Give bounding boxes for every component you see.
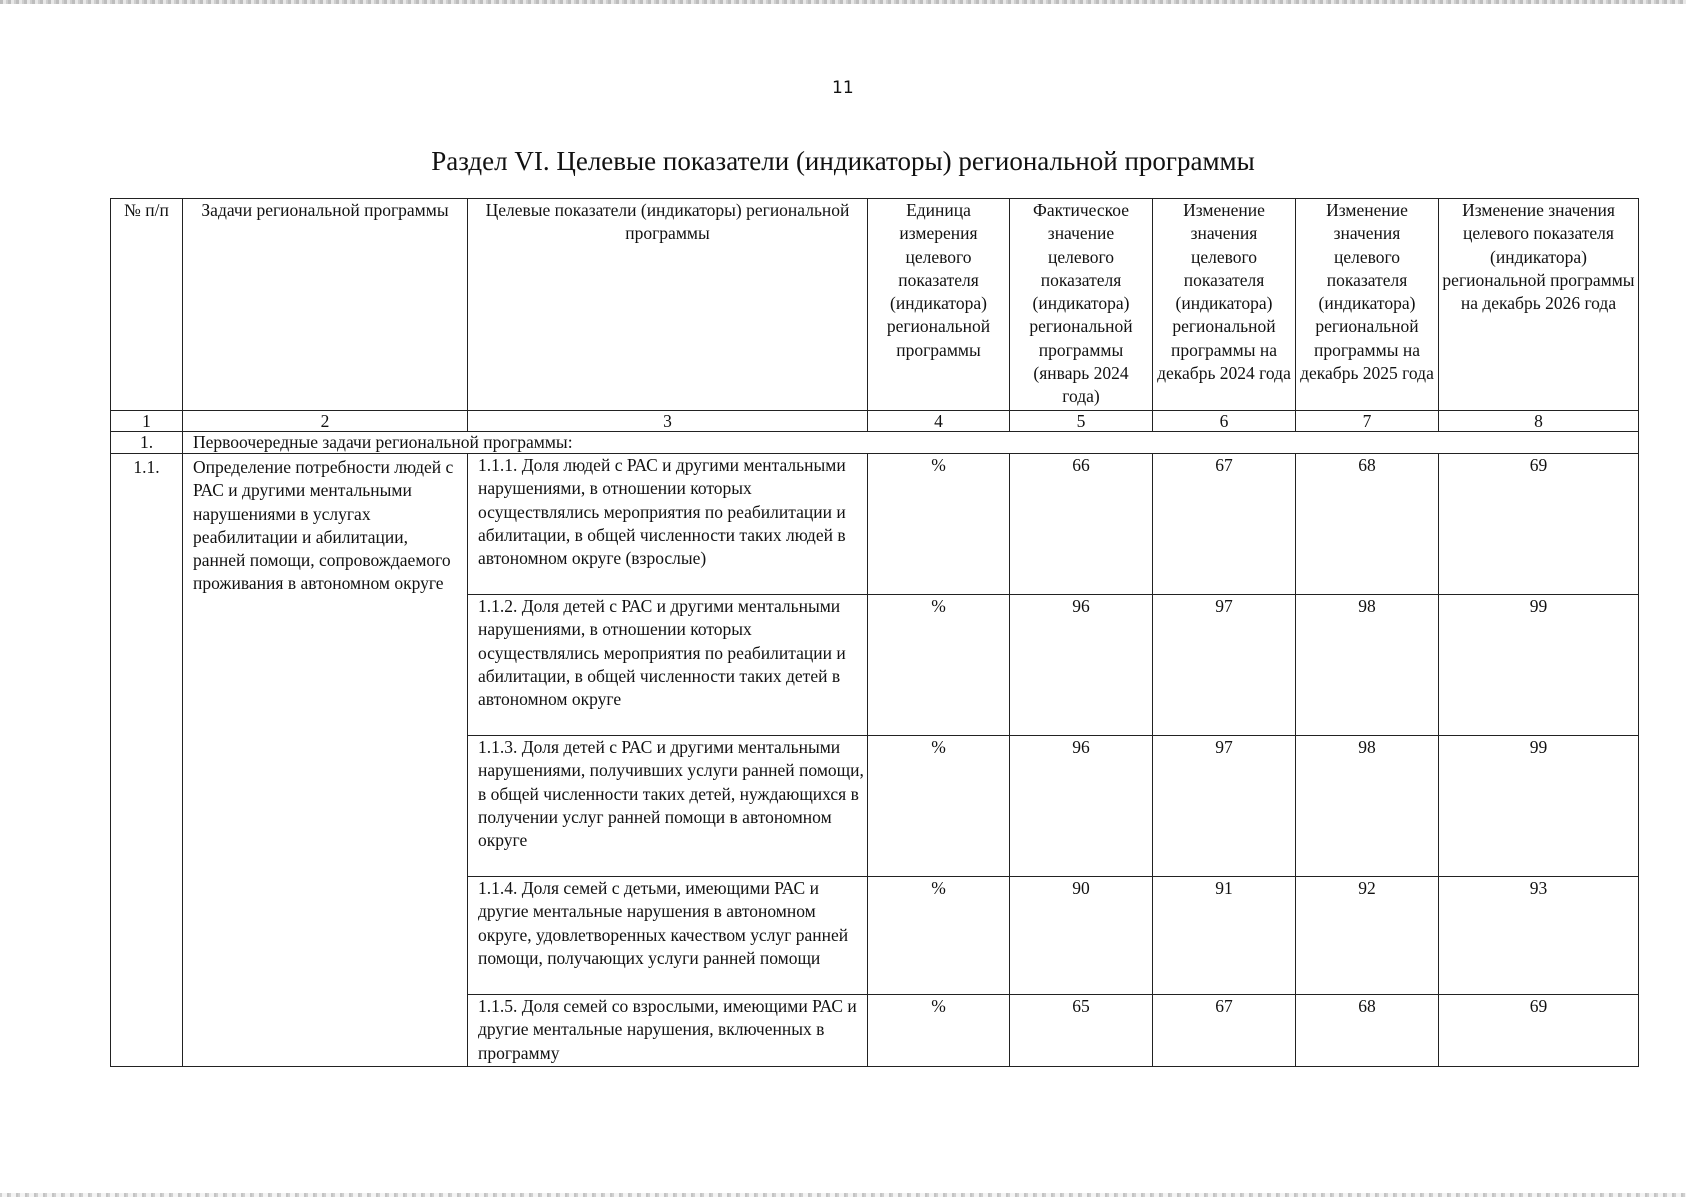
header-dec-2026: Изменение значения целевого показателя (индикатора) региональной программы на декабрь 2026 года [1439, 199, 1639, 411]
task-description: Определение потребности людей с РАС и другими ментальными нарушениями в услугах реабилитации и абилитации, ранней помощи, сопровождаемого проживания в автономном округе [183, 454, 468, 1067]
value-jan-2024: 65 [1010, 995, 1153, 1067]
header-dec-2024: Изменение значения целевого показателя (индикатора) региональной программы на декабрь 2024 года [1153, 199, 1296, 411]
column-number: 4 [868, 411, 1010, 432]
task-number: 1.1. [111, 454, 183, 1067]
value-dec-2026: 99 [1439, 595, 1639, 736]
value-dec-2026: 69 [1439, 995, 1639, 1067]
column-number-row [111, 411, 1639, 432]
table-row [111, 454, 1639, 595]
unit-value: % [868, 595, 1010, 736]
value-jan-2024: 96 [1010, 736, 1153, 877]
indicator-text: 1.1.4. Доля семей с детьми, имеющими РАС и другие ментальные нарушения в автономном округе, удовлетворенных качеством услуг ранней помощи, получающих услуги ранней помощи [468, 877, 868, 995]
header-row [111, 199, 1639, 411]
column-number: 8 [1439, 411, 1639, 432]
value-dec-2025: 98 [1296, 736, 1439, 877]
value-dec-2024: 67 [1153, 995, 1296, 1067]
value-dec-2024: 67 [1153, 454, 1296, 595]
unit-value: % [868, 877, 1010, 995]
column-number: 2 [183, 411, 468, 432]
header-indicators: Целевые показатели (индикаторы) региональной программы [468, 199, 868, 411]
value-dec-2024: 91 [1153, 877, 1296, 995]
section-title: Раздел VI. Целевые показатели (индикаторы) региональной программы [431, 146, 1255, 176]
section-row [111, 432, 1639, 454]
value-dec-2024: 97 [1153, 736, 1296, 877]
header-actual-jan-2024: Фактическое значение целевого показателя (индикатора) региональной программы (январь 2024 года) [1010, 199, 1153, 411]
value-dec-2026: 99 [1439, 736, 1639, 877]
header-tasks: Задачи региональной программы [183, 199, 468, 411]
unit-value: % [868, 995, 1010, 1067]
column-number: 7 [1296, 411, 1439, 432]
scan-edge-bottom [0, 1193, 1686, 1197]
header-dec-2025: Изменение значения целевого показателя (индикатора) региональной программы на декабрь 2025 года [1296, 199, 1439, 411]
value-dec-2025: 68 [1296, 454, 1439, 595]
indicator-text: 1.1.5. Доля семей со взрослыми, имеющими РАС и другие ментальные нарушения, включенных в программу [468, 995, 868, 1067]
scan-edge-top [0, 0, 1686, 4]
column-number: 1 [111, 411, 183, 432]
indicator-text: 1.1.1. Доля людей с РАС и другими ментальными нарушениями, в отношении которых осуществлялись мероприятия по реабилитации и абилитации, в общей численности таких людей в автономном округе (взрослые) [468, 454, 868, 595]
indicator-text: 1.1.2. Доля детей с РАС и другими ментальными нарушениями, в отношении которых осуществлялись мероприятия по реабилитации и абилитации, в общей численности таких детей в автономном округе [468, 595, 868, 736]
header-number: № п/п [111, 199, 183, 411]
unit-value: % [868, 736, 1010, 877]
value-dec-2024: 97 [1153, 595, 1296, 736]
column-number: 5 [1010, 411, 1153, 432]
value-dec-2025: 92 [1296, 877, 1439, 995]
value-jan-2024: 96 [1010, 595, 1153, 736]
header-unit: Единица измерения целевого показателя (индикатора) региональной программы [868, 199, 1010, 411]
value-jan-2024: 90 [1010, 877, 1153, 995]
indicator-text: 1.1.3. Доля детей с РАС и другими ментальными нарушениями, получивших услуги ранней помощи, в общей численности таких детей, нуждающихся в получении услуг ранней помощи в автономном округе [468, 736, 868, 877]
unit-value: % [868, 454, 1010, 595]
section-number: 1. [111, 432, 183, 454]
indicators-table [110, 198, 1639, 1067]
value-dec-2025: 98 [1296, 595, 1439, 736]
value-jan-2024: 66 [1010, 454, 1153, 595]
page-number: 11 [832, 78, 854, 98]
value-dec-2026: 93 [1439, 877, 1639, 995]
value-dec-2025: 68 [1296, 995, 1439, 1067]
column-number: 3 [468, 411, 868, 432]
column-number: 6 [1153, 411, 1296, 432]
value-dec-2026: 69 [1439, 454, 1639, 595]
section-title-cell: Первоочередные задачи региональной программы: [183, 432, 1639, 454]
